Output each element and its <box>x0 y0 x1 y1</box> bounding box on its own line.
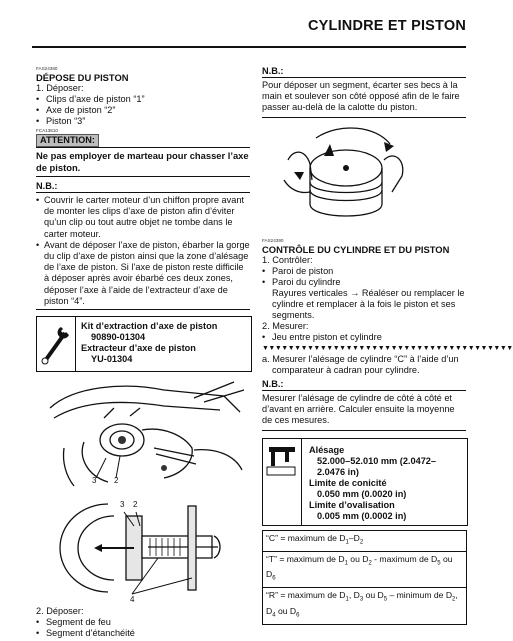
tool-number: 90890-01304 <box>91 332 146 342</box>
step-label: 2. Mesurer: <box>262 321 309 331</box>
ctrl-note: Rayures verticales → Réaléser ou remplacer le cylindre et remplacer à la fois le piston et ses segments. <box>272 288 465 320</box>
piston-ring-illustration <box>280 120 410 232</box>
control-section <box>262 238 513 431</box>
nb-label: N.B.: <box>36 181 250 193</box>
spec-value: 2.0476 in) <box>317 467 359 477</box>
page-title: CYLINDRE ET PISTON <box>307 18 466 34</box>
piston-clip-illustration <box>44 378 250 490</box>
callout-label: 3 <box>92 476 97 485</box>
step1-list <box>36 94 250 127</box>
step2-block <box>36 606 250 639</box>
ctrl-list <box>262 266 466 288</box>
step-label: 1. Déposer: <box>36 83 84 93</box>
tool-name: Kit d’extraction d’axe de piston <box>81 321 218 331</box>
table-cell: “T” = maximum de $D_1$ ou $D_2$ - maximum de $D_5$ ou $D_6$ <box>263 551 467 587</box>
nb-text: Pour déposer un segment, écarter ses becs à la main et soulever son côté opposé afin de le faire passer au-delà de la calotte du piston. <box>262 80 466 118</box>
step-label: 1. Contrôler: <box>262 255 313 265</box>
step2-list <box>36 617 250 639</box>
list-item: • Clips d’axe de piston “1” <box>36 94 250 105</box>
left-column <box>36 66 250 310</box>
spec-value: 52.000–52.010 mm (2.0472– <box>317 456 437 466</box>
callout-label: 2 <box>133 500 138 509</box>
step-a: a. Mesurer l’alésage de cylindre “C” à l’aide d’un comparateur à cadran pour cylindre. <box>262 354 459 375</box>
section-code: FAS24380 <box>36 66 58 71</box>
piston-pin-puller-illustration <box>38 496 252 602</box>
list-item: • Segment d’étanchéité <box>36 628 250 639</box>
section-code: FAS24390 <box>262 238 284 243</box>
attention-badge: ATTENTION: <box>36 134 99 147</box>
list-item: • Couvrir le carter moteur d’un chiffon propre avant de monter les clips d’axe de piston afin d’éviter qu’un clip ou tout autre objet ne tombe dans le carter moteur. <box>36 195 250 240</box>
nb-end-rule <box>36 309 250 310</box>
table-cell: “C” = maximum de $D_1-D_2$ <box>263 531 467 552</box>
nb-text: Mesurer l’alésage de cylindre de côté à côté et d’avant en arrière. Calculer ensuite la moyenne de ces mesures. <box>262 393 466 431</box>
list-item: • Jeu entre piston et cylindre <box>262 332 466 343</box>
nb-list <box>36 195 250 307</box>
callout-label: 2 <box>114 476 119 485</box>
tool-name: Extracteur d’axe de piston <box>81 343 196 353</box>
attention-text: Ne pas employer de marteau pour chasser l’axe de piston. <box>36 150 250 177</box>
nb-label: N.B.: <box>262 66 466 78</box>
tool-box <box>36 316 252 372</box>
spec-box <box>262 438 468 526</box>
measurement-table <box>262 530 467 625</box>
spec-name: Limite de conicité <box>309 478 387 488</box>
section-title: DÉPOSE DU PISTON <box>36 72 129 83</box>
triangle-separator: ▼▼▼▼▼▼▼▼▼▼▼▼▼▼▼▼▼▼▼▼▼▼▼▼▼▼▼▼▼▼▼▼▼▼▼▼▼▼▼ <box>262 345 513 352</box>
list-item: • Piston “3” <box>36 116 250 127</box>
spec-icon-cell <box>263 439 302 525</box>
table-row <box>263 588 467 624</box>
list-item: • Paroi du cylindre <box>262 277 466 288</box>
callout-label: 4 <box>130 595 135 604</box>
section-title: CONTRÔLE DU CYLINDRE ET DU PISTON <box>262 244 450 255</box>
nb-label: N.B.: <box>262 379 466 391</box>
spec-value: 0.005 mm (0.0002 in) <box>317 511 407 521</box>
ctrl-list2 <box>262 332 466 343</box>
wrench-icon <box>37 317 75 371</box>
section-code: FCA13810 <box>36 128 58 133</box>
list-item: • Paroi de piston <box>262 266 466 277</box>
table-cell: “R” = maximum de $D_1$, $D_3$ ou $D_5$ – minimum de $D_2$, $D_4$ ou $D_6$ <box>263 588 467 624</box>
callout-label: 3 <box>120 500 125 509</box>
tool-icon-cell <box>37 317 76 371</box>
spec-name: Limite d’ovalisation <box>309 500 395 510</box>
list-item: • Avant de déposer l’axe de piston, ébarber la gorge du clip d’axe de piston ainsi que la zone d’alésage de l’axe de piston. Si l’axe de piston reste difficile à déposer après avoir ébarbé ces deux zones, déposer l’axe à l’aide de l’extracteur d’axe de piston “4”. <box>36 240 250 307</box>
step-label: 2. Déposer: <box>36 606 84 616</box>
spec-value: 0.050 mm (0.0020 in) <box>317 489 407 499</box>
tool-number: YU-01304 <box>91 354 133 364</box>
caliper-icon <box>263 439 301 479</box>
table-row <box>263 531 467 552</box>
title-rule <box>32 46 466 48</box>
table-row <box>263 551 467 587</box>
right-column <box>262 66 466 118</box>
spec-name: Alésage <box>309 445 345 455</box>
list-item: • Axe de piston “2” <box>36 105 250 116</box>
list-item: • Segment de feu <box>36 617 250 628</box>
